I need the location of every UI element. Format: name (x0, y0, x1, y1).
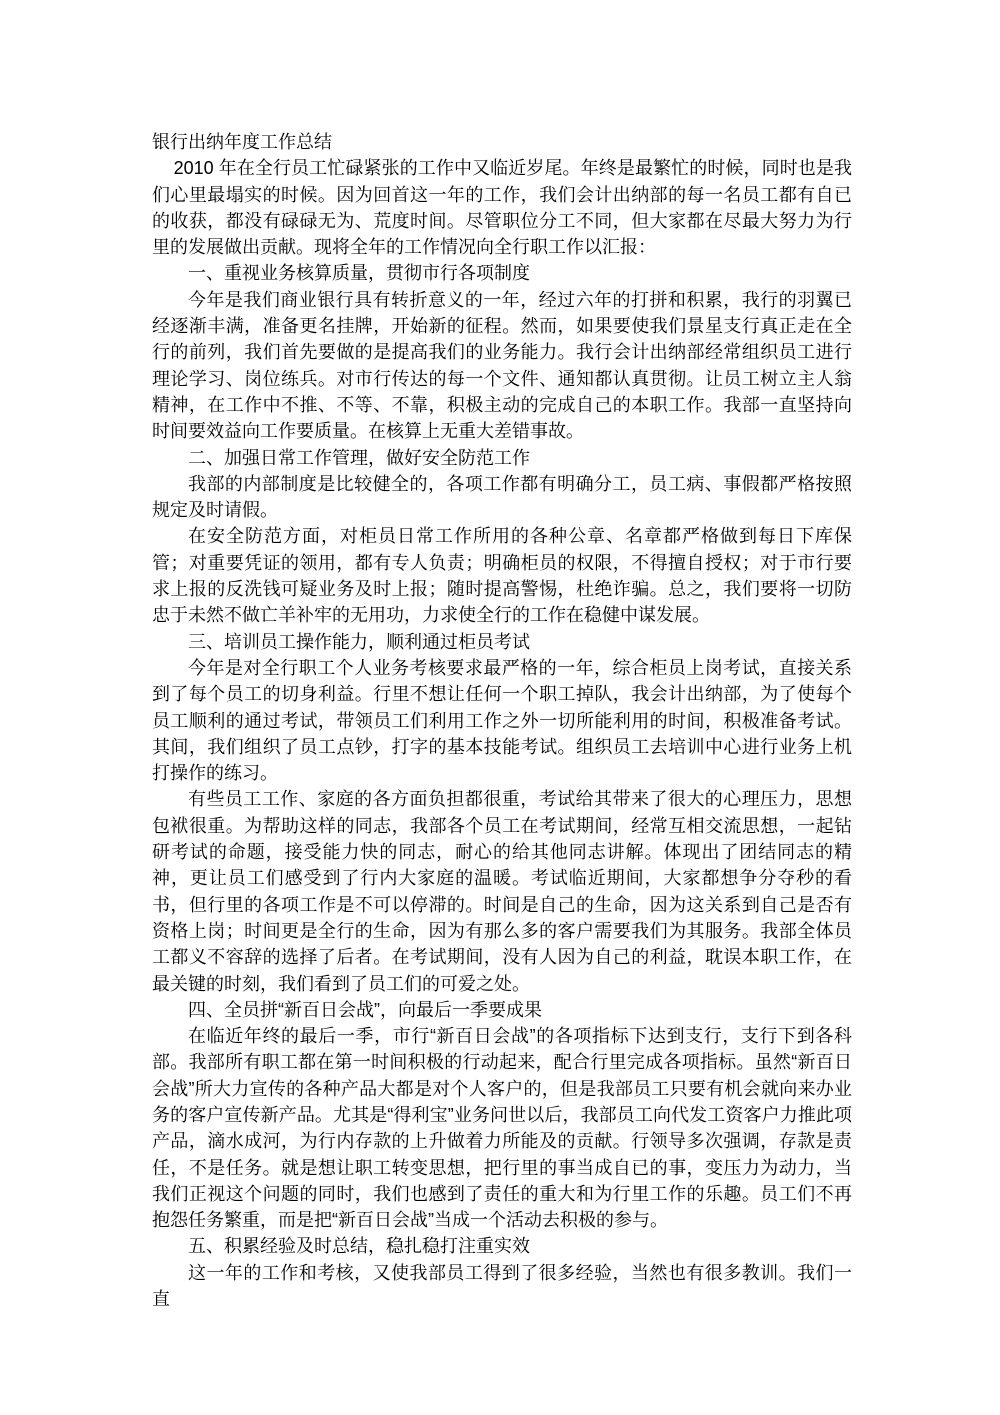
paragraph: 2010 年在全行员工忙碌紧张的工作中又临近岁尾。年终是最繁忙的时候，同时也是我们心里最塌实的时候。因为回首这一年的工作，我们会计出纳部的每一名员工都有自已的收获，都没有碌碌无为、荒度时间。尽管职位分工不同，但大家都在尽最大努力为行里的发展做出贡献。现将全年的工作情况向全行职工作以汇报： (152, 158, 852, 258)
paragraph: 这一年的工作和考核，又使我部员工得到了很多经验，当然也有很多教训。我们一直 (152, 1262, 852, 1310)
paragraph: 在临近年终的最后一季，市行“新百日会战”的各项指标下达到支行，支行下到各科部。我部所有职工都在第一时间积极的行动起来，配合行里完成各项指标。虽然“新百日会战”所大力宣传的各种产品大都是对个人客户的，但是我部员工只要有机会就向来办业务的客户宣传新产品。尤其是“得利宝”业务问世以后，我部员工向代发工资客户力推此项产品，滴水成河，为行内存款的上升做着力所能及的贡献。行领导多次强调，存款是责任，不是任务。就是想让职工转变思想，把行里的事当成自已的事，变压力为动力，当我们正视这个问题的同时，我们也感到了责任的重大和为行里工作的乐趣。员工们不再抱怨任务繁重，而是把“新百日会战”当成一个活动去积极的参与。 (152, 1026, 852, 1231)
paragraph: 我部的内部制度是比较健全的，各项工作都有明确分工，员工病、事假都严格按照规定及时请假。 (152, 473, 852, 521)
section-heading: 一、重视业务核算质量，贯彻市行各项制度 (188, 263, 530, 284)
document-content (152, 129, 852, 1312)
doc-title: 银行出纳年度工作总结 (152, 132, 332, 152)
paragraph: 在安全防范方面，对柜员日常工作所用的各种公章、名章都严格做到每日下库保管；对重要凭证的领用，都有专人负责；明确柜员的权限，不得擅自授权；对于市行要求上报的反洗钱可疑业务及时上报；随时提高警惕，杜绝诈骗。总之，我们要将一切防忠于未然不做亡羊补牢的无用功，力求使全行的工作在稳健中谋发展。 (152, 526, 852, 626)
section-heading: 三、培训员工操作能力，顺利通过柜员考试 (188, 631, 530, 652)
section-heading: 二、加强日常工作管理，做好安全防范工作 (188, 447, 530, 468)
paragraph: 今年是对全行职工个人业务考核要求最严格的一年，综合柜员上岗考试，直接关系到了每个员工的切身利益。行里不想让任何一个职工掉队，我会计出纳部，为了使每个员工顺利的通过考试，带领员工们利用工作之外一切所能利用的时间，积极准备考试。其间，我们组织了员工点钞，打字的基本技能考试。组织员工去培训中心进行业务上机打操作的练习。 (152, 657, 852, 784)
paragraph: 有些员工工作、家庭的各方面负担都很重，考试给其带来了很大的心理压力，思想包袱很重。为帮助这样的同志，我部各个员工在考试期间，经常互相交流思想，一起钻研考试的命题，接受能力快的同志，耐心的给其他同志讲解。体现出了团结同志的精神，更让员工们感受到了行内大家庭的温暖。考试临近期间，大家都想争分夺秒的看书，但行里的各项工作是不可以停滞的。时间是自己的生命，因为这关系到自己是否有资格上岗；时间更是全行的生命，因为有那么多的客户需要我们为其服务。我部全体员工都义不容辞的选择了后者。在考试期间，没有人因为自己的利益，耽误本职工作，在最关键的时刻，我们看到了员工们的可爱之处。 (152, 789, 852, 994)
section-heading: 五、积累经验及时总结，稳扎稳打注重实效 (188, 1236, 530, 1257)
paragraph: 今年是我们商业银行具有转折意义的一年，经过六年的打拼和积累，我行的羽翼已经逐渐丰满，准备更名挂牌，开始新的征程。然而，如果要使我们景星支行真正走在全行的前列，我们首先要做的是提高我们的业务能力。我行会计出纳部经常组织员工进行理论学习、岗位练兵。对市行传达的每一个文件、通知都认真贯彻。让员工树立主人翁精神，在工作中不推、不等、不靠，积极主动的完成自己的本职工作。我部一直坚持向时间要效益向工作要质量。在核算上无重大差错事故。 (152, 289, 852, 442)
section-heading: 四、全员拼“新百日会战”，向最后一季要成果 (188, 999, 542, 1020)
